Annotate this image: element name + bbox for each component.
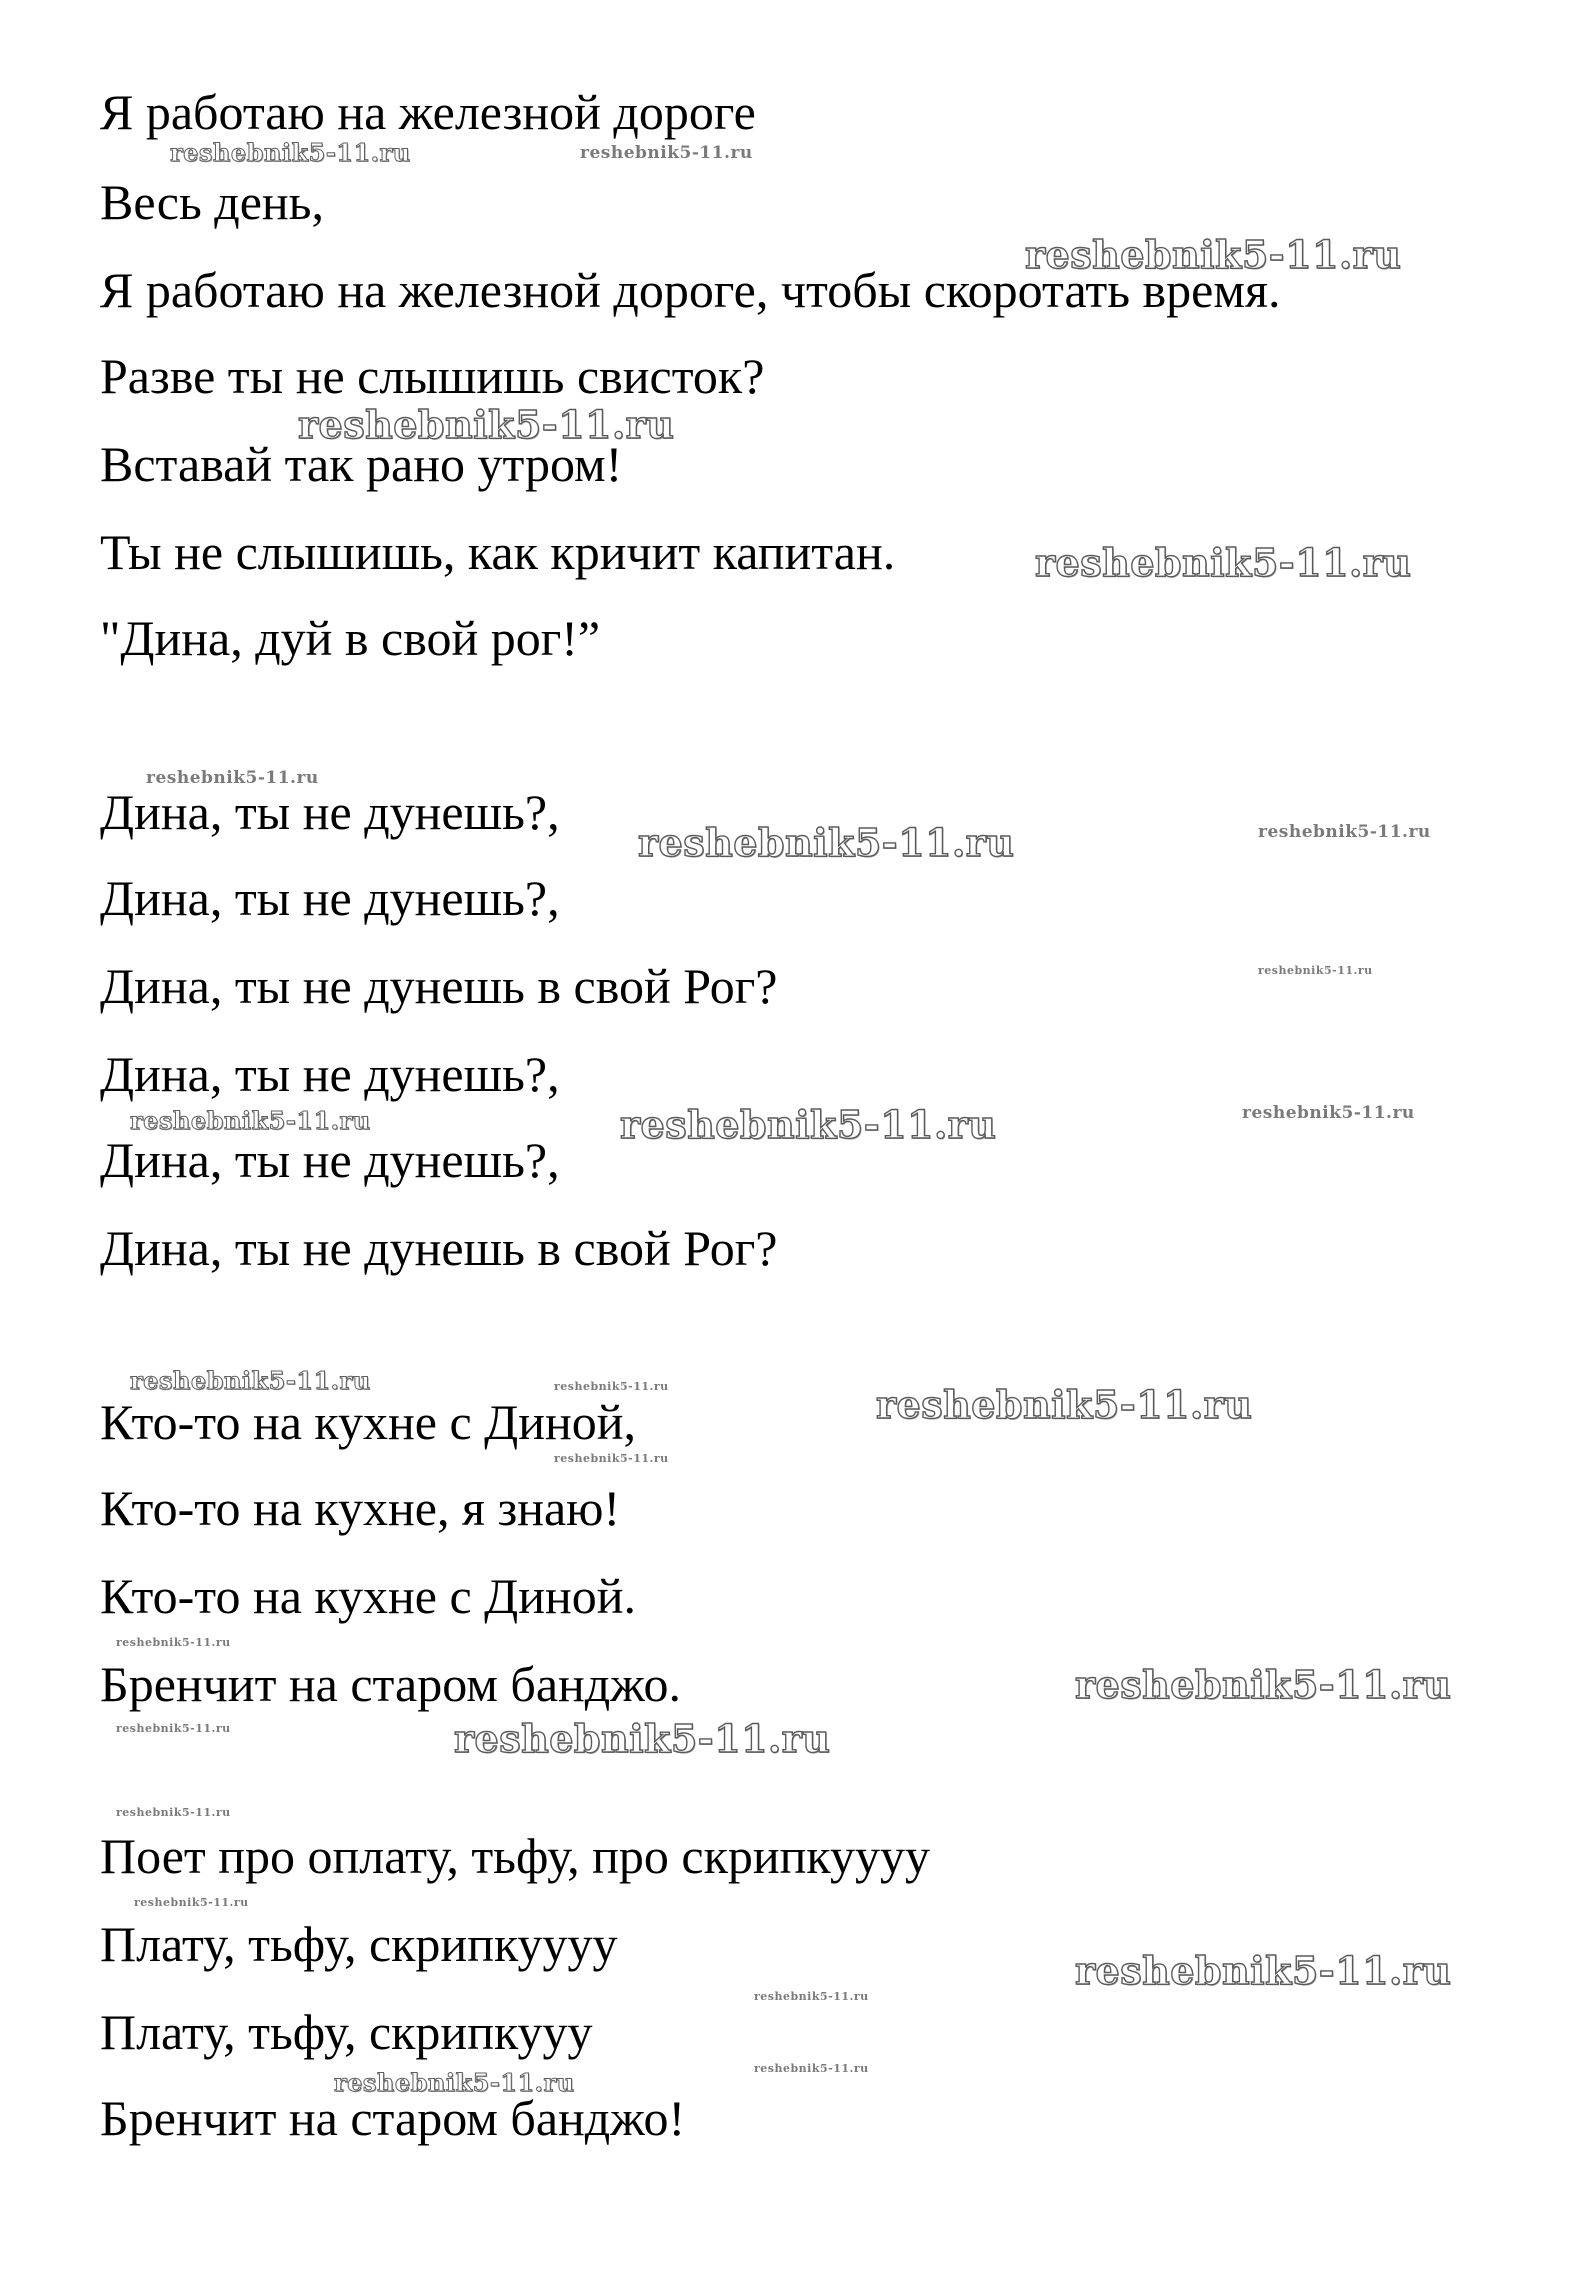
text-line: Плату, тьфу, скрипкуууу [100, 1916, 618, 1972]
text-line: Кто-то на кухне с Диной. [100, 1568, 637, 1624]
watermark: reshebnik5-11.ru [754, 2062, 869, 2075]
text-line: Дина, ты не дунешь?, [100, 1132, 560, 1188]
text-line: Кто-то на кухне с Диной, [100, 1394, 637, 1450]
watermark: reshebnik5-11.ru [1025, 232, 1402, 277]
watermark: reshebnik5-11.ru [554, 1380, 669, 1393]
watermark: reshebnik5-11.ru [454, 1716, 831, 1761]
watermark: reshebnik5-11.ru [1035, 540, 1412, 585]
text-line: Бренчит на старом банджо. [100, 1656, 682, 1712]
watermark: reshebnik5-11.ru [130, 1106, 371, 1135]
watermark: reshebnik5-11.ru [116, 1806, 231, 1819]
text-line: Я работаю на железной дороге [100, 84, 756, 140]
watermark: reshebnik5-11.ru [876, 1382, 1253, 1427]
watermark: reshebnik5-11.ru [1258, 822, 1431, 842]
text-line: Дина, ты не дунешь?, [100, 784, 560, 840]
text-line: Ты не слышишь, как кричит капитан. [100, 524, 896, 580]
text-line: Дина, ты не дунешь?, [100, 870, 560, 926]
watermark: reshebnik5-11.ru [116, 1636, 231, 1649]
watermark: reshebnik5-11.ru [620, 1102, 997, 1147]
watermark: reshebnik5-11.ru [754, 1990, 869, 2003]
watermark: reshebnik5-11.ru [580, 143, 753, 163]
watermark: reshebnik5-11.ru [146, 768, 319, 788]
text-line: Поет про оплату, тьфу, про скрипкуууу [100, 1828, 930, 1884]
watermark: reshebnik5-11.ru [1258, 964, 1373, 977]
watermark: reshebnik5-11.ru [334, 2068, 575, 2097]
watermark: reshebnik5-11.ru [130, 1366, 371, 1395]
watermark: reshebnik5-11.ru [1242, 1103, 1415, 1123]
watermark: reshebnik5-11.ru [554, 1452, 669, 1465]
text-line: Плату, тьфу, скрипкууу [100, 2004, 593, 2060]
text-line: Дина, ты не дунешь в свой Рог? [100, 958, 778, 1014]
watermark: reshebnik5-11.ru [1075, 1662, 1452, 1707]
watermark: reshebnik5-11.ru [298, 402, 675, 447]
watermark: reshebnik5-11.ru [638, 820, 1015, 865]
text-line: Я работаю на железной дороге, чтобы скоротать время. [100, 262, 1281, 318]
watermark: reshebnik5-11.ru [170, 138, 411, 167]
text-line: Дина, ты не дунешь?, [100, 1046, 560, 1102]
text-line: Кто-то на кухне, я знаю! [100, 1480, 621, 1536]
text-line: Бренчит на старом банджо! [100, 2090, 686, 2146]
watermark: reshebnik5-11.ru [116, 1722, 231, 1735]
watermark: reshebnik5-11.ru [1075, 1948, 1452, 1993]
text-line: Вставай так рано утром! [100, 436, 623, 492]
text-line: "Дина, дуй в свой рог!” [100, 610, 601, 666]
text-line: Дина, ты не дунешь в свой Рог? [100, 1220, 778, 1276]
text-line: Разве ты не слышишь свисток? [100, 348, 765, 404]
text-line: Весь день, [100, 174, 324, 230]
watermark: reshebnik5-11.ru [134, 1896, 249, 1909]
